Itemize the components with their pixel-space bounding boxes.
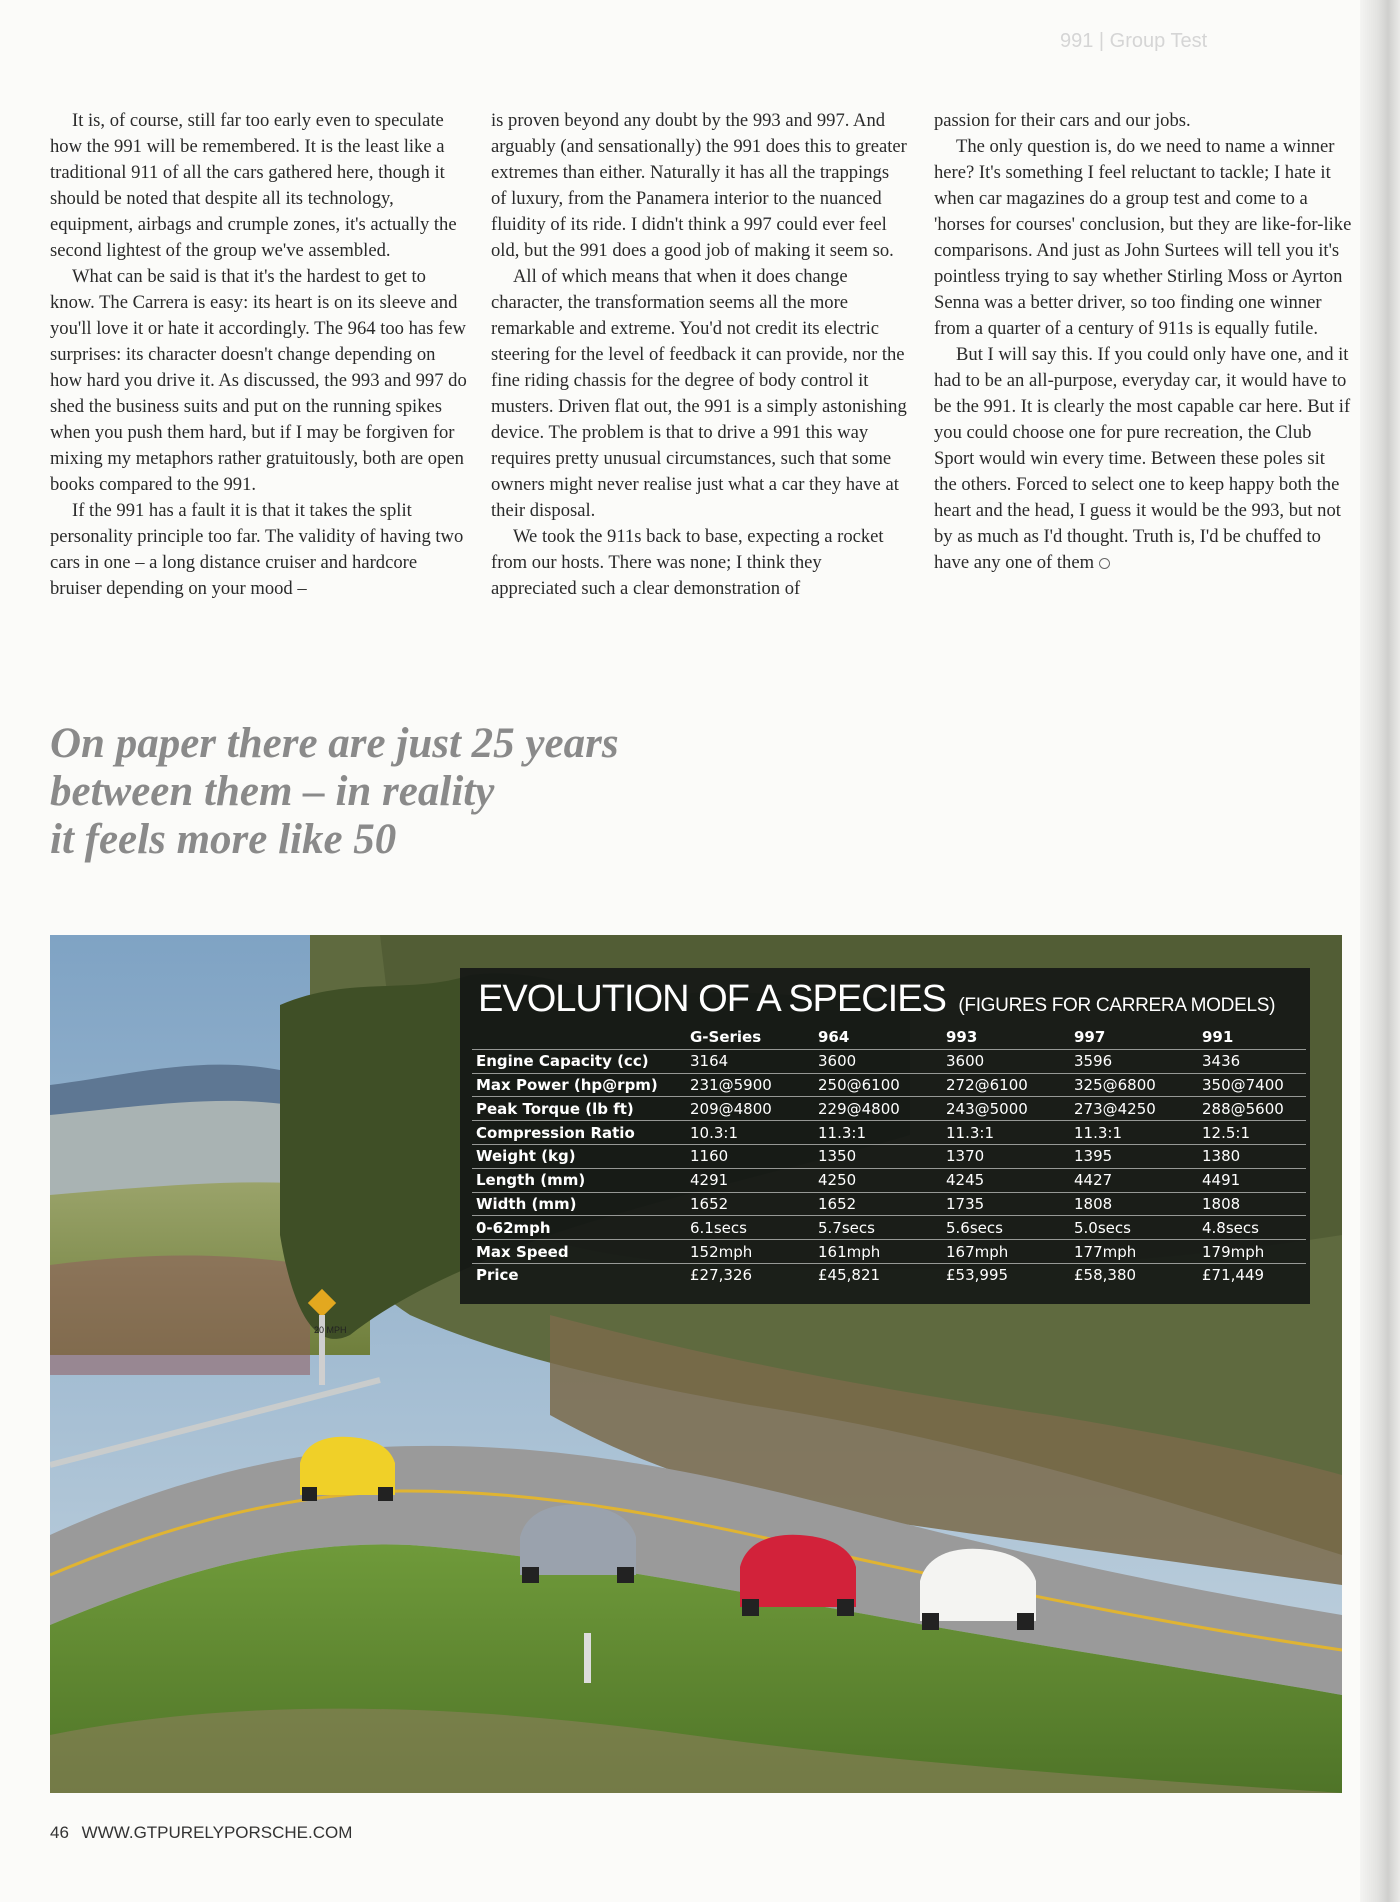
table-cell: 231@5900 xyxy=(690,1075,772,1094)
table-row-label: 0-62mph xyxy=(476,1218,551,1237)
text-column-2 xyxy=(491,108,909,602)
body-paragraph: It is, of course, still far too early even to speculate how the 991 will be remembered. It is the least like a traditional 911 of all the cars gathered here, though it should be noted that despite all its technology, equipment, airbags and crumple zones, it's actually the second lightest of the group we've assembled. xyxy=(50,110,457,261)
table-title-main: EVOLUTION OF A SPECIES xyxy=(478,978,946,1020)
table-cell: £53,995 xyxy=(946,1266,1009,1285)
table-cell: 4.8secs xyxy=(1202,1218,1259,1237)
table-cell: 273@4250 xyxy=(1074,1099,1156,1118)
table-row xyxy=(472,1073,1306,1097)
body-paragraph: All of which means that when it does change character, the transformation seems all the more remarkable and extreme. You'd not credit its electric steering for the level of feedback it can provide, nor the fine riding chassis for the degree of body control it musters. Driven flat out, the 991 is a simply astonishing device. The problem is that to drive a 991 this way requires pretty unusual circumstances, such that some owners might never realise just what a car they have at their disposal. xyxy=(491,266,907,521)
pull-quote-line: On paper there are just 25 years xyxy=(50,720,619,767)
car-yellow xyxy=(300,1437,395,1501)
table-cell: 1350 xyxy=(818,1147,857,1166)
page-number: 46 xyxy=(50,1823,69,1842)
table-cell: 12.5:1 xyxy=(1202,1123,1250,1142)
table-cell: 4250 xyxy=(818,1171,857,1190)
body-paragraph: If the 991 has a fault it is that it takes the split personality principle too far. The validity of having two cars in one – a long distance cruiser and hardcore bruiser depending on your mood – xyxy=(50,500,464,599)
table-body xyxy=(472,1049,1306,1286)
table-row-label: Length (mm) xyxy=(476,1171,586,1190)
table-cell: £58,380 xyxy=(1074,1266,1137,1285)
table-cell: 5.6secs xyxy=(946,1218,1003,1237)
table-cell: 250@6100 xyxy=(818,1075,900,1094)
table-row xyxy=(472,1192,1306,1216)
body-paragraph: is proven beyond any doubt by the 993 and 997. And arguably (and sensationally) the 991 does this to greater extremes than either. Naturally it has all the trappings of luxury, from the Panamera interior to the nuanced fluidity of its ride. I didn't think a 997 could ever feel old, but the 991 does a good job of making it seem so. xyxy=(491,110,907,261)
table-cell: 161mph xyxy=(818,1242,881,1261)
table-cell: 5.7secs xyxy=(818,1218,875,1237)
page-spine-shadow xyxy=(1360,0,1400,1902)
table-cell: 1735 xyxy=(946,1194,985,1213)
running-header: 991 | Group Test xyxy=(1060,30,1208,52)
table-cell: 1808 xyxy=(1202,1194,1241,1213)
table-cell: 1160 xyxy=(690,1147,729,1166)
table-cell: 4491 xyxy=(1202,1171,1241,1190)
car-red xyxy=(740,1535,856,1616)
table-cell: 1808 xyxy=(1074,1194,1113,1213)
table-row xyxy=(472,1263,1306,1286)
body-paragraph: We took the 911s back to base, expecting a rocket from our hosts. There was none; I think they appreciated such a clear demonstration of xyxy=(491,526,884,599)
table-row-label: Compression Ratio xyxy=(476,1123,635,1142)
website-url: WWW.GTPURELYPORSCHE.COM xyxy=(81,1823,353,1842)
table-header-model: G-Series xyxy=(690,1028,762,1047)
table-cell: £71,449 xyxy=(1202,1266,1265,1285)
table-cell: 179mph xyxy=(1202,1242,1265,1261)
table-cell: 11.3:1 xyxy=(1074,1123,1122,1142)
table-row xyxy=(472,1097,1306,1121)
table-cell: 272@6100 xyxy=(946,1075,1028,1094)
table-header-blank xyxy=(472,1026,686,1049)
table-row xyxy=(472,1121,1306,1145)
table-cell: 288@5600 xyxy=(1202,1099,1284,1118)
table-row xyxy=(472,1168,1306,1192)
body-paragraph: But I will say this. If you could only have one, and it had to be an all-purpose, everyday car, it would have to be the 991. It is clearly the most capable car here. But if you could choose one for pure recreation, the Club Sport would win every time. Between these poles sit the others. Forced to select one to keep happy both the heart and the head, I guess it would be the 993, but not by as much as I'd thought. Truth is, I'd be chuffed to have any one of them xyxy=(934,344,1351,573)
table-title-subtitle: (FIGURES FOR CARRERA MODELS) xyxy=(958,995,1276,1016)
table-cell: £27,326 xyxy=(690,1266,753,1285)
table-row-label: Price xyxy=(476,1266,519,1285)
table-row-label: Weight (kg) xyxy=(476,1147,576,1166)
table-cell: 3164 xyxy=(690,1052,729,1071)
table-cell: 209@4800 xyxy=(690,1099,772,1118)
table-header-model: 993 xyxy=(946,1028,978,1047)
table-cell: 1652 xyxy=(818,1194,857,1213)
body-paragraph: What can be said is that it's the hardest to get to know. The Carrera is easy: its heart is on its sleeve and you'll love it or hate it accordingly. The 964 too has few surprises: its character doesn't change depending on how hard you drive it. As discussed, the 993 and 997 do shed the business suits and put on the running spikes when you push them hard, but if I may be forgiven for mixing my metaphors rather gratuitously, both are open books compared to the 991. xyxy=(50,266,467,495)
road-sign-text: 20 MPH xyxy=(314,1325,347,1335)
table-cell: 4427 xyxy=(1074,1171,1113,1190)
car-silver xyxy=(520,1505,636,1583)
table-cell: 243@5000 xyxy=(946,1099,1028,1118)
table-row-label: Engine Capacity (cc) xyxy=(476,1052,649,1071)
table-cell: 3600 xyxy=(946,1052,985,1071)
table-row-label: Max Speed xyxy=(476,1242,569,1261)
table-cell: 10.3:1 xyxy=(690,1123,738,1142)
body-paragraph: passion for their cars and our jobs. xyxy=(934,110,1191,131)
table-row xyxy=(472,1240,1306,1264)
text-column-3 xyxy=(934,108,1352,576)
pull-quote-line: it feels more like 50 xyxy=(50,816,397,863)
table-header-model: 964 xyxy=(818,1028,850,1047)
table-cell: 1395 xyxy=(1074,1147,1113,1166)
table-cell: 4291 xyxy=(690,1171,729,1190)
table-cell: 11.3:1 xyxy=(946,1123,994,1142)
text-column-1 xyxy=(50,108,468,602)
table-cell: 1652 xyxy=(690,1194,729,1213)
table-cell: 6.1secs xyxy=(690,1218,747,1237)
table-title xyxy=(478,978,1275,1021)
table-cell: 177mph xyxy=(1074,1242,1137,1261)
table-row xyxy=(472,1216,1306,1240)
table-row-label: Peak Torque (lb ft) xyxy=(476,1099,634,1118)
table-row-label: Width (mm) xyxy=(476,1194,577,1213)
table-cell: 3436 xyxy=(1202,1052,1241,1071)
table-cell: 11.3:1 xyxy=(818,1123,866,1142)
table-cell: 325@6800 xyxy=(1074,1075,1156,1094)
table-header-model: 991 xyxy=(1202,1028,1234,1047)
table-cell: £45,821 xyxy=(818,1266,881,1285)
table-cell: 167mph xyxy=(946,1242,1009,1261)
table-cell: 4245 xyxy=(946,1171,985,1190)
page-footer xyxy=(50,1823,352,1843)
table-header-row xyxy=(472,1026,1306,1049)
table-cell: 350@7400 xyxy=(1202,1075,1284,1094)
specs-table xyxy=(472,1026,1306,1287)
specs-table-panel xyxy=(460,968,1310,1304)
table-cell: 1380 xyxy=(1202,1147,1241,1166)
table-cell: 5.0secs xyxy=(1074,1218,1131,1237)
table-cell: 3596 xyxy=(1074,1052,1113,1071)
table-cell: 229@4800 xyxy=(818,1099,900,1118)
table-row xyxy=(472,1049,1306,1073)
car-white xyxy=(920,1549,1036,1630)
table-cell: 152mph xyxy=(690,1242,753,1261)
table-row-label: Max Power (hp@rpm) xyxy=(476,1075,658,1094)
body-paragraph: The only question is, do we need to name a winner here? It's something I feel reluctant to tackle; I hate it when car magazines do a group test and come to a 'horses for courses' conclusion, but they are like-for-like comparisons. And just as John Surtees will tell you it's pointless trying to say whether Stirling Moss or Ayrton Senna was a better driver, so too finding one winner from a quarter of a century of 911s is equally futile. xyxy=(934,136,1352,339)
end-of-article-mark xyxy=(1099,558,1110,569)
pull-quote xyxy=(50,720,750,864)
table-row xyxy=(472,1144,1306,1168)
pull-quote-line: between them – in reality xyxy=(50,768,495,815)
table-cell: 3600 xyxy=(818,1052,857,1071)
table-header-model: 997 xyxy=(1074,1028,1106,1047)
table-cell: 1370 xyxy=(946,1147,985,1166)
